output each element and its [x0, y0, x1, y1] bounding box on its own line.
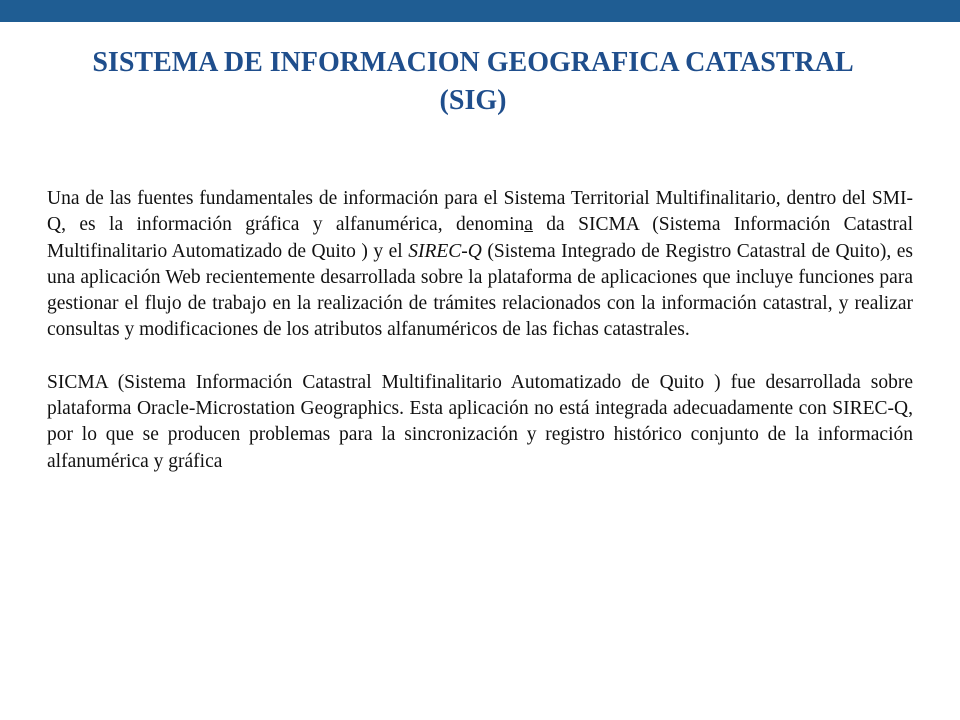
top-bar — [0, 0, 960, 22]
title-line-1: SISTEMA DE INFORMACION GEOGRAFICA CATASTRAL — [92, 47, 854, 78]
title-line-2: (SIG) — [439, 85, 507, 116]
paragraph-1-italic-term: SIREC-Q — [408, 240, 482, 262]
paragraph-1-part-3: (Sistema Integrado de Registro Catastral de Quito), es una aplicación Web recientemente desarrollada sobre la plataforma de aplicaciones que incluye funciones para gestionar el flujo de trabajo en la realización de trámites relacionados con la información catastral, y realizar consultas y modificaciones de los atributos alfanuméricos de las fichas catastrales. — [47, 240, 913, 341]
body-text — [47, 186, 913, 475]
paragraph-1 — [47, 186, 913, 344]
page-title — [0, 44, 946, 120]
paragraph-1-part-1: Una de las fuentes fundamentales de información para el Sistema Territorial Multifinalitario, dentro del SMI-Q, es la información gráfica y alfanumérica, denomin — [47, 188, 913, 236]
paragraph-1-underlined-char: a — [524, 214, 533, 236]
paragraph-2: SICMA (Sistema Información Catastral Multifinalitario Automatizado de Quito ) fue desarrollada sobre plataforma Oracle-Microstation Geographics. Esta aplicación no está integrada adecuadamente con SIREC-Q, por lo que se producen problemas para la sincronización y registro histórico conjunto de la información alfanumérica y gráfica — [47, 371, 913, 472]
paragraph-1-part-2: da SICMA (Sistema Información Catastral Multifinalitario Automatizado de Quito ) y el — [47, 214, 913, 262]
